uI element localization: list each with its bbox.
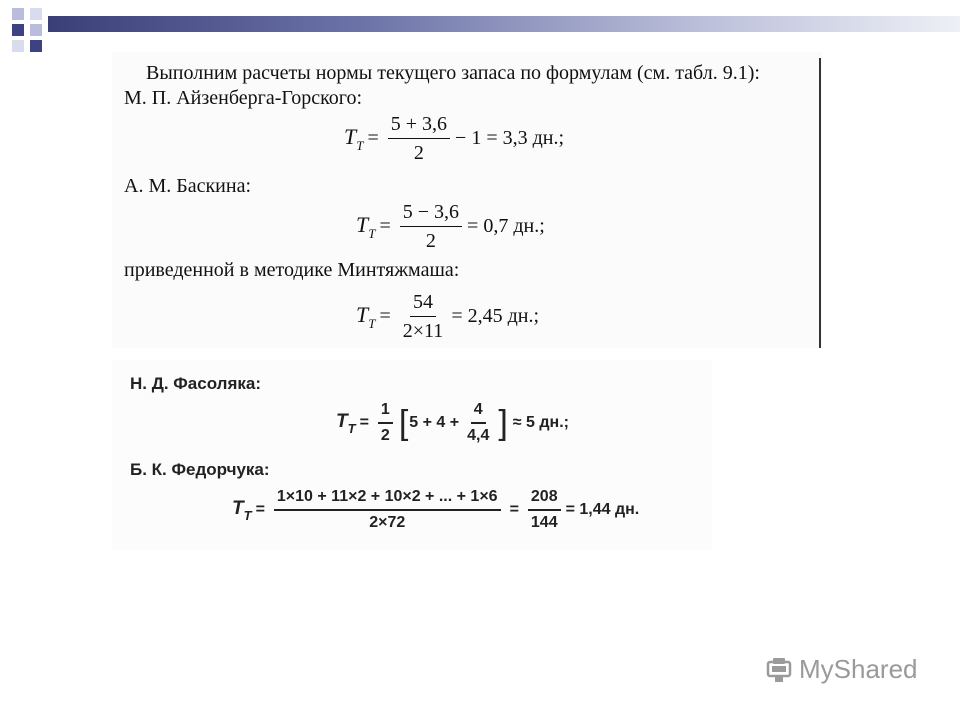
bracket-terms: 5 + 4 + <box>409 414 460 431</box>
formula-mintyazhmash <box>356 290 539 343</box>
formula-result: = 0,7 дн.; <box>467 215 545 237</box>
denominator: 2×72 <box>369 514 406 531</box>
denominator: 2 <box>413 142 424 164</box>
numerator: 208 <box>528 487 561 511</box>
fraction <box>400 290 447 343</box>
header-square-6 <box>30 40 42 52</box>
method-author-aizenberg: М. П. Айзенберга-Горского: <box>124 87 363 109</box>
denominator: 2×11 <box>402 320 444 342</box>
equals-sign: = <box>509 501 519 518</box>
numerator: 1 <box>378 400 393 424</box>
numerator: 5 + 3,6 <box>388 112 450 139</box>
intro-text: Выполним расчеты нормы текущего запаса по формулам (см. табл. 9.1): <box>146 62 760 84</box>
header-square-3 <box>12 24 24 36</box>
watermark-text: MyShared <box>799 654 918 684</box>
denominator: 2 <box>380 427 390 444</box>
formula-result: − 1 = 3,3 дн.; <box>455 127 565 149</box>
formula-lhs: $T_T$ <box>356 211 376 241</box>
coefficient-fraction <box>378 400 393 446</box>
equals-sign: = <box>379 215 391 237</box>
equals-sign: = <box>367 127 379 149</box>
header-square-4 <box>30 24 42 36</box>
formula-result: ≈ 5 дн.; <box>512 414 569 431</box>
fraction <box>400 200 462 253</box>
header-square-1 <box>12 8 24 20</box>
method-author-fedorchuk: Б. К. Федорчука: <box>130 460 270 479</box>
formula-fedorchuk <box>232 487 639 533</box>
denominator: 2 <box>425 230 436 252</box>
numerator: 1×10 + 11×2 + 10×2 + ... + 1×6 <box>274 487 501 511</box>
formula-lhs: $T_T$ <box>344 123 364 153</box>
formula-lhs: $T_T$ <box>356 301 376 331</box>
simplified-fraction <box>528 487 561 533</box>
equals-sign: = <box>359 414 369 431</box>
header-gradient-bar <box>48 16 960 32</box>
fraction <box>274 487 501 533</box>
right-bracket: ] <box>498 404 508 442</box>
numerator: 4 <box>471 400 486 424</box>
inner-fraction <box>464 400 492 446</box>
formula-baskin <box>356 200 545 253</box>
myshared-logo-icon <box>765 656 793 684</box>
method-author-fasolyak: Н. Д. Фасоляка: <box>130 374 262 393</box>
fraction <box>388 112 450 165</box>
myshared-watermark <box>765 654 918 685</box>
denominator: 4,4 <box>467 427 490 444</box>
method-author-mintyazhmash: приведенной в методике Минтяжмаша: <box>124 259 460 281</box>
formula-aizenberg <box>344 112 564 165</box>
left-bracket: [ <box>398 404 409 442</box>
method-author-baskin: А. М. Баскина: <box>124 175 252 197</box>
formula-lhs: $T_T$ <box>232 497 252 523</box>
formula-result: = 2,45 дн.; <box>451 305 540 327</box>
scan-edge-line <box>819 58 821 348</box>
header-square-5 <box>12 40 24 52</box>
equals-sign: = <box>255 501 265 518</box>
numerator: 5 − 3,6 <box>400 200 462 227</box>
formula-result: = 1,44 дн. <box>565 501 640 518</box>
denominator: 144 <box>530 514 558 531</box>
numerator: 54 <box>410 290 436 317</box>
formula-fasolyak <box>336 400 573 446</box>
equals-sign: = <box>379 305 391 327</box>
formula-lhs: $T_T$ <box>336 410 356 436</box>
header-square-2 <box>30 8 42 20</box>
